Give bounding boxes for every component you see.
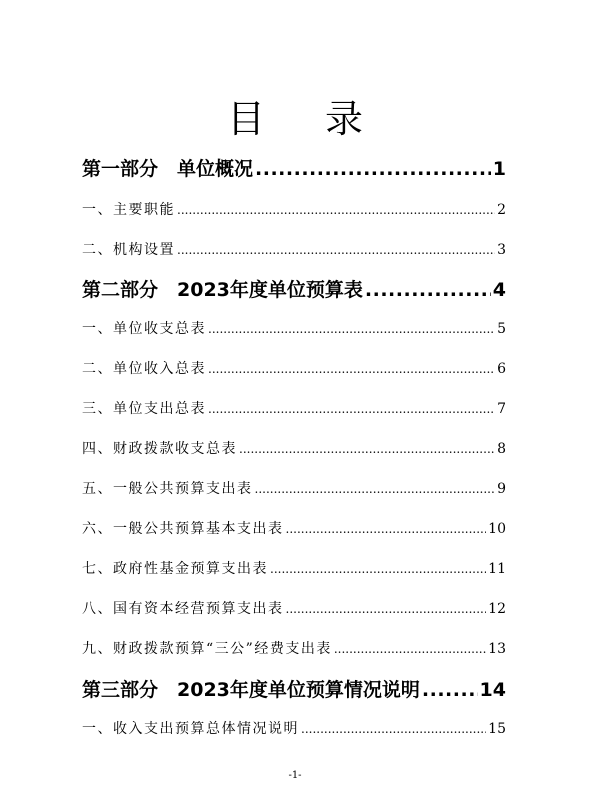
toc-entry-page: 4 [492,279,506,301]
dot-leader [177,202,495,218]
dot-leader [208,321,495,337]
toc-entry-label: 五、一般公共预算支出表 [82,481,253,497]
toc-entry-label: 一、收入支出预算总体情况说明 [82,721,299,737]
dot-leader [334,641,486,657]
dot-leader [270,561,486,577]
toc-entry-page: 9 [497,481,506,497]
toc-entry[interactable] [82,598,506,618]
toc-entry-label: 三、单位支出总表 [82,401,206,417]
dot-leader [286,601,487,617]
page-number-footer: -1- [288,770,302,781]
toc-entry-label: 六、一般公共预算基本支出表 [82,521,284,537]
toc-entry-label: 七、政府性基金预算支出表 [82,561,268,577]
toc-entry-label: 第一部分 单位概况 [82,158,254,180]
toc-entry-label: 一、主要职能 [82,202,175,218]
toc-entry-page: 8 [497,441,506,457]
toc-entry-page: 1 [492,158,506,180]
toc-entry-page: 5 [497,321,506,337]
dot-leader [286,521,487,537]
toc-entry-label: 九、财政拨款预算“三公”经费支出表 [82,641,332,657]
toc-entry[interactable] [82,718,506,738]
toc-entry-label: 二、机构设置 [82,242,175,258]
dot-leader [365,279,491,301]
toc-entry-part-1[interactable] [82,154,506,180]
toc-entry[interactable] [82,438,506,458]
toc-entry-page: 13 [488,641,506,657]
page-title: 目 录 [226,97,388,141]
toc-entry-label: 八、国有资本经营预算支出表 [82,601,284,617]
dot-leader [208,361,495,377]
toc-entry[interactable] [82,638,506,658]
dot-leader [255,481,496,497]
toc-entry-page: 10 [488,521,506,537]
toc-entry-page: 2 [497,202,506,218]
dot-leader [177,242,495,258]
toc-entry[interactable] [82,518,506,538]
dot-leader [255,158,491,180]
toc-entry-label: 第二部分 2023年度单位预算表 [82,279,363,301]
toc-entry[interactable] [82,478,506,498]
toc-entry[interactable] [82,558,506,578]
toc-entry[interactable] [82,239,506,259]
toc-entry-label: 二、单位收入总表 [82,361,206,377]
toc-entry-page: 6 [497,361,506,377]
toc-entry-label: 第三部分 2023年度单位预算情况说明 [82,679,420,701]
toc-entry-page: 12 [488,601,506,617]
toc-entry-page: 14 [479,679,506,701]
toc-entry[interactable] [82,398,506,418]
toc-entry-page: 11 [488,561,506,577]
toc-entry-label: 一、单位收支总表 [82,321,206,337]
toc-entry-label: 四、财政拨款收支总表 [82,441,237,457]
toc-entry-part-3[interactable] [82,675,506,701]
toc-entry[interactable] [82,358,506,378]
toc-entry-page: 3 [497,242,506,258]
toc-entry-page: 7 [497,401,506,417]
toc-entry-page: 15 [488,721,506,737]
dot-leader [301,721,486,737]
dot-leader [239,441,495,457]
toc-entry[interactable] [82,199,506,219]
toc-entry-part-2[interactable] [82,275,506,301]
toc-entry[interactable] [82,318,506,338]
dot-leader [208,401,495,417]
dot-leader [422,679,478,701]
